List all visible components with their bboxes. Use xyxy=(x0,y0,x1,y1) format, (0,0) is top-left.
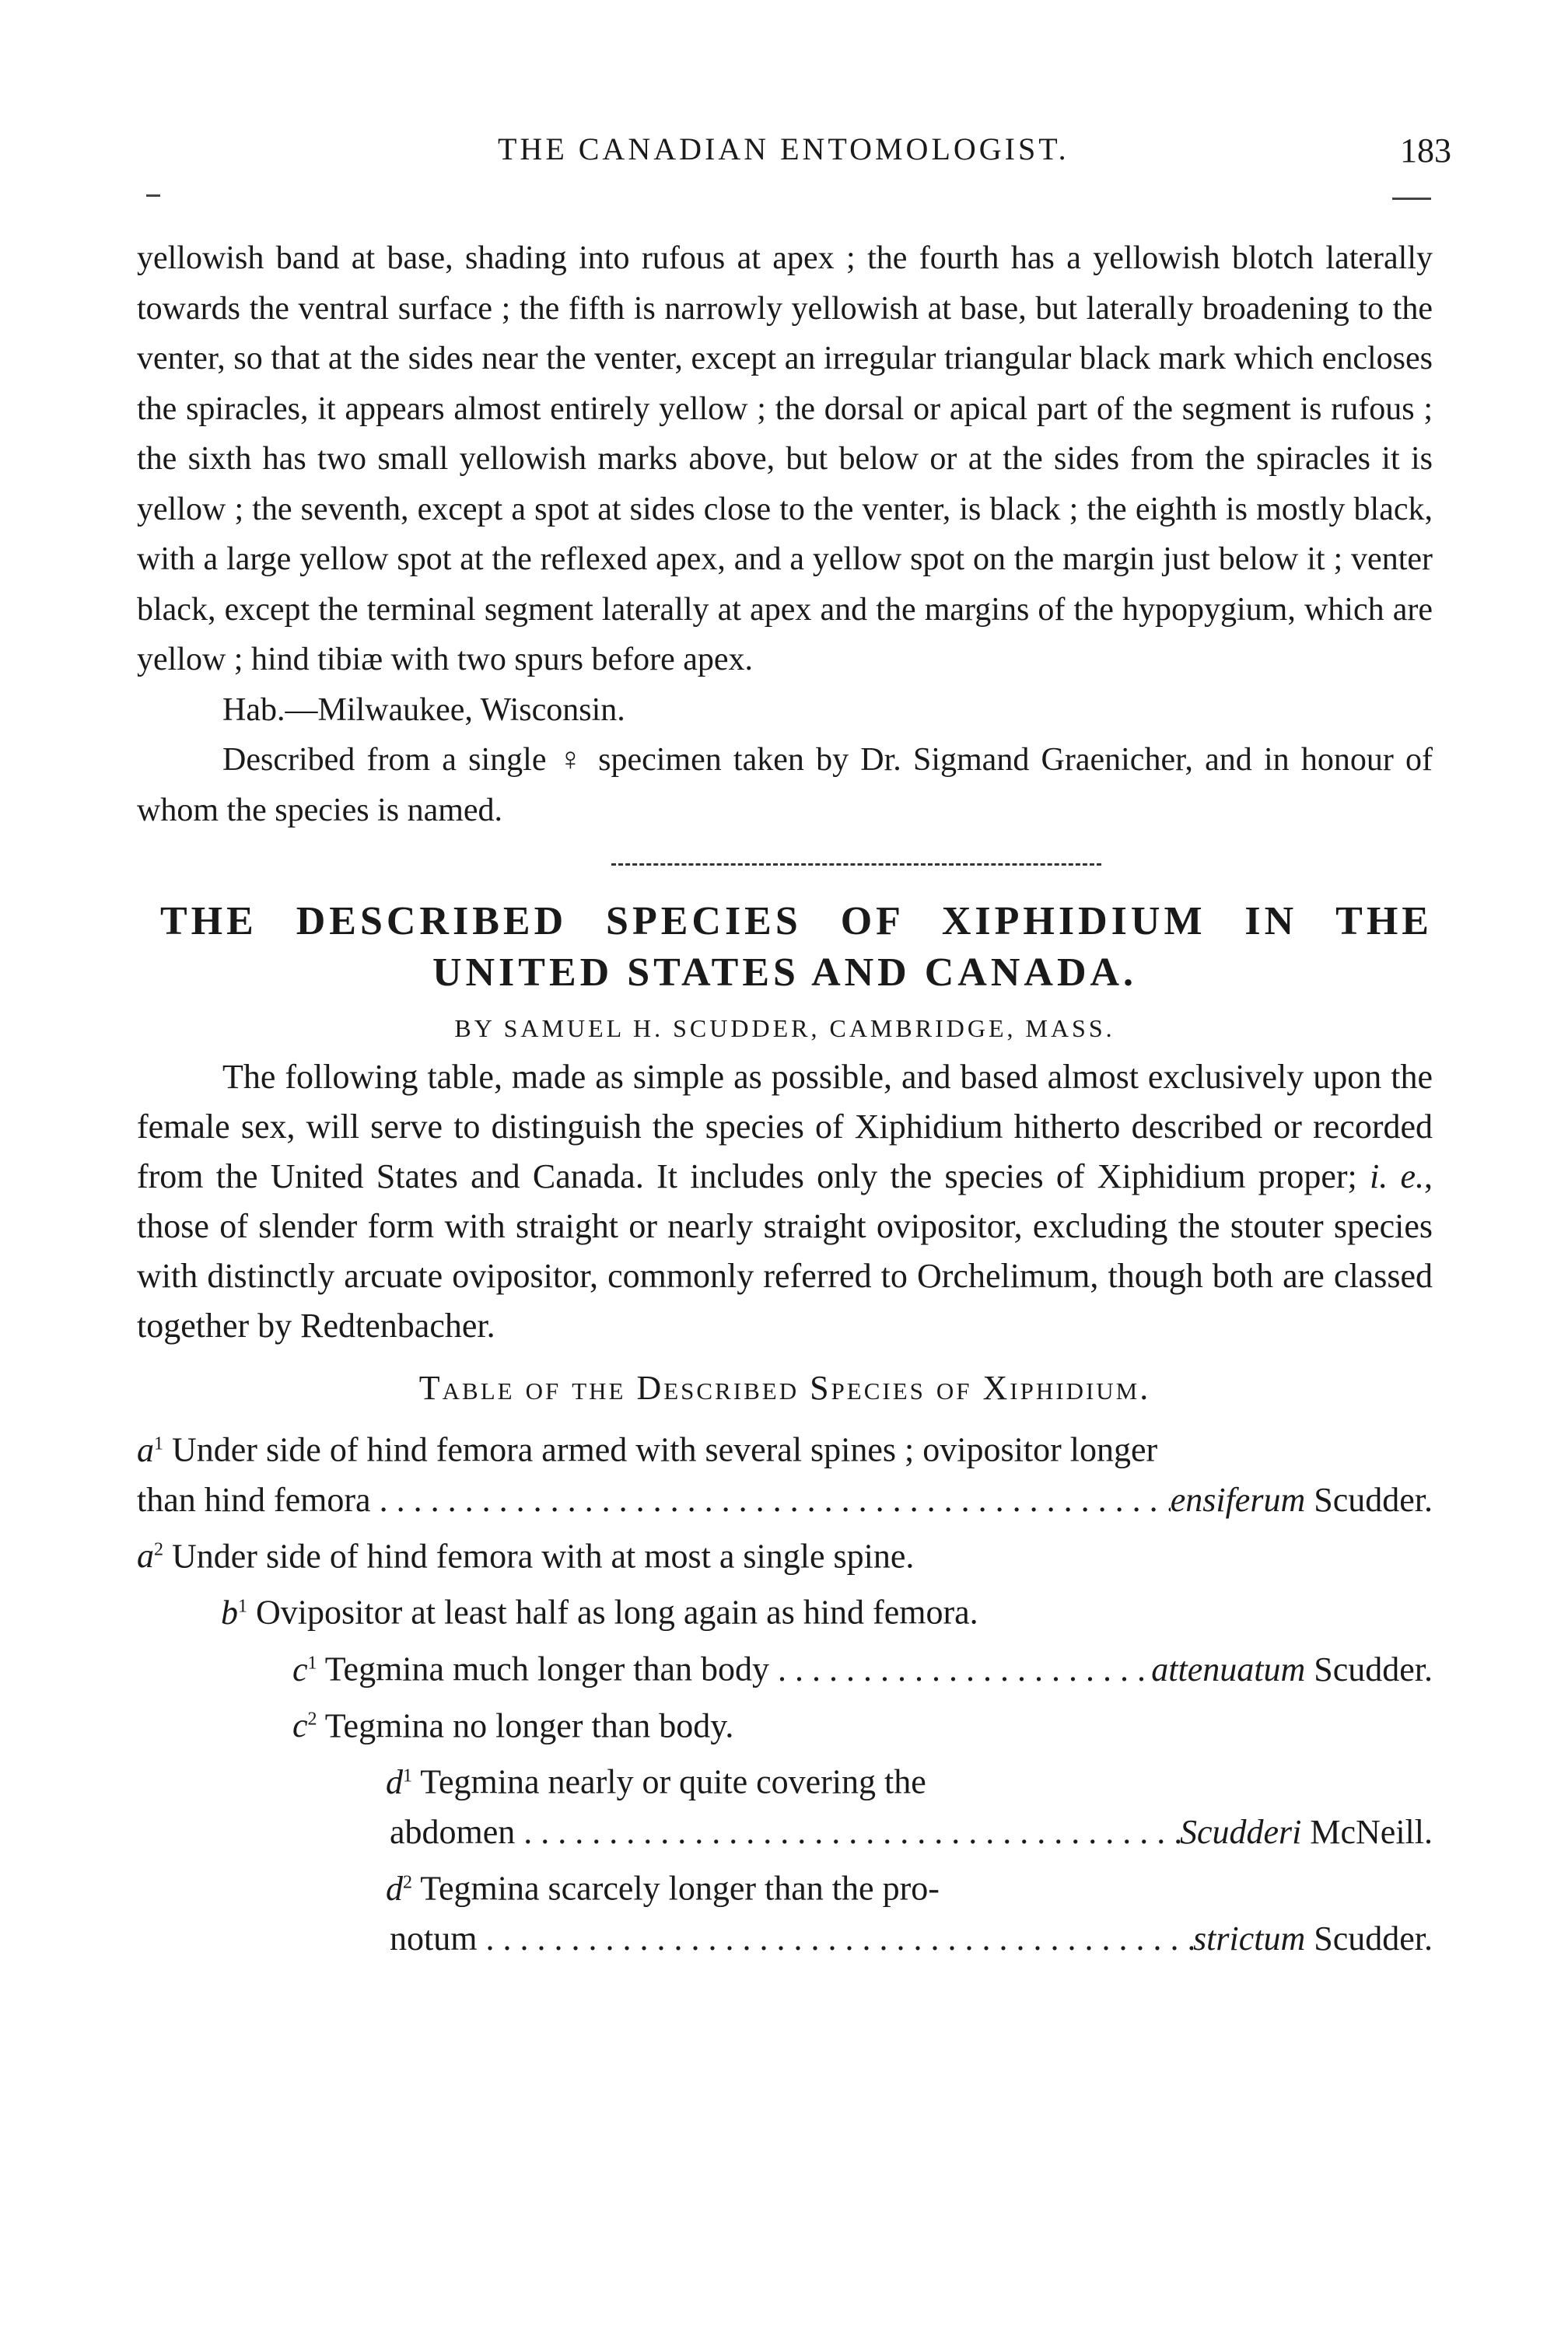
running-header xyxy=(0,131,1568,177)
key-entry-a1-cont xyxy=(137,1475,1433,1525)
intro-paragraph xyxy=(137,1052,1433,1351)
key-entry-d1 xyxy=(137,1751,1433,1807)
key-text: Under side of hind femora with at most a single spine. xyxy=(172,1537,915,1576)
key-text: Tegmina nearly or quite covering the xyxy=(420,1762,926,1801)
key-text: Tegmina scarcely longer than the pro- xyxy=(420,1869,940,1908)
key-id: $d^1$ xyxy=(386,1762,412,1801)
key-id: $d^2$ xyxy=(386,1869,412,1908)
key-text: Under side of hind femora armed with several spines ; ovipositor longer xyxy=(172,1430,1158,1469)
intro-ie: i. e. xyxy=(1369,1157,1424,1195)
key-leader: $c^1$ Tegmina much longer than body . . . xyxy=(292,1638,1151,1695)
section-separator xyxy=(137,835,1433,896)
article-title xyxy=(137,896,1433,999)
key-id: $a^1$ xyxy=(137,1430,163,1469)
key-entry-d2 xyxy=(137,1857,1433,1914)
article-title-line-1: THE DESCRIBED SPECIES OF XIPHIDIUM IN THE xyxy=(160,899,1433,943)
key-species: strictum Scudder. xyxy=(1193,1919,1433,1958)
species-description: yellowish band at base, shading into rufous at apex ; the fourth has a yellowish blotch laterally towards the ventral surface ; the fifth is narrowly yellowish at base, but laterally broadening to the venter, so that at the sides near the venter, except an irregular triangular black mark which encloses the spiracles, it appears almost entirely yellow ; the dorsal or apical part of the segment is rufous ; the sixth has two small yellowish marks above, but below or at the sides from the spiracles it is yellow ; the seventh, except a spot at sides close to the venter, is black ; the eighth is mostly black, with a large yellow spot at the reflexed apex, and a yellow spot on the margin just below it ; venter black, except the terminal segment laterally at apex and the margins of the hypopygium, which are yellow ; hind tibiæ with two spurs before apex. xyxy=(137,240,1433,677)
key-id: $a^2$ xyxy=(137,1537,163,1576)
key-species: Scudderi McNeill. xyxy=(1179,1812,1433,1851)
described-from-paragraph: Described from a single ♀ specimen taken by Dr. Sigmand Graenicher, and in honour of whom the species is named. xyxy=(137,742,1433,828)
header-mark-left xyxy=(146,194,160,197)
key-entry-a1 xyxy=(137,1419,1433,1475)
key-entry-d2-cont xyxy=(137,1914,1433,1964)
key-entry-d1-cont xyxy=(137,1807,1433,1857)
habitat-line: Hab.—Milwaukee, Wisconsin. xyxy=(222,691,625,728)
intro-text-continued: , those of slender form with straight or nearly straight ovipositor, excluding the stouter species with distinctly arcuate ovipositor, commonly referred to Orchelimum, though both are classed together by Redtenbacher. xyxy=(137,1157,1433,1345)
key-id: $b^1$ xyxy=(221,1593,247,1632)
page-number: 183 xyxy=(1400,131,1451,170)
key-leader: abdomen . . . xyxy=(390,1807,1180,1857)
species-key xyxy=(137,1419,1433,1964)
key-text: Ovipositor at least half as long again as hind femora. xyxy=(256,1593,978,1632)
key-entry-b1 xyxy=(137,1581,1433,1638)
key-entry-c2 xyxy=(137,1695,1433,1751)
key-entry-c1 xyxy=(137,1638,1433,1695)
intro-text: The following table, made as simple as possible, and based almost exclusively upon the female sex, will serve to distinguish the species of Xiphidium hitherto described or recorded from the United States and Canada. It includes only the species of Xiphidium proper; xyxy=(137,1058,1433,1195)
byline: BY SAMUEL H. SCUDDER, CAMBRIDGE, MASS. xyxy=(454,1014,1115,1042)
key-leader: notum . . . xyxy=(390,1914,1193,1964)
key-entry-a2 xyxy=(137,1525,1433,1582)
key-leader: than hind femora . . . xyxy=(137,1475,1171,1525)
key-species: ensiferum Scudder. xyxy=(1170,1480,1433,1519)
running-title: THE CANADIAN ENTOMOLOGIST. xyxy=(498,131,1069,166)
table-caption: Table of the Described Species of Xiphidium. xyxy=(418,1369,1151,1407)
key-species: attenuatum Scudder. xyxy=(1151,1650,1433,1688)
article-title-line-2: UNITED STATES AND CANADA. xyxy=(432,950,1138,995)
key-text: Tegmina no longer than body. xyxy=(324,1706,734,1745)
key-id: $c^2$ xyxy=(292,1706,317,1745)
text-column xyxy=(137,233,1433,1964)
header-mark-right xyxy=(1392,198,1431,200)
